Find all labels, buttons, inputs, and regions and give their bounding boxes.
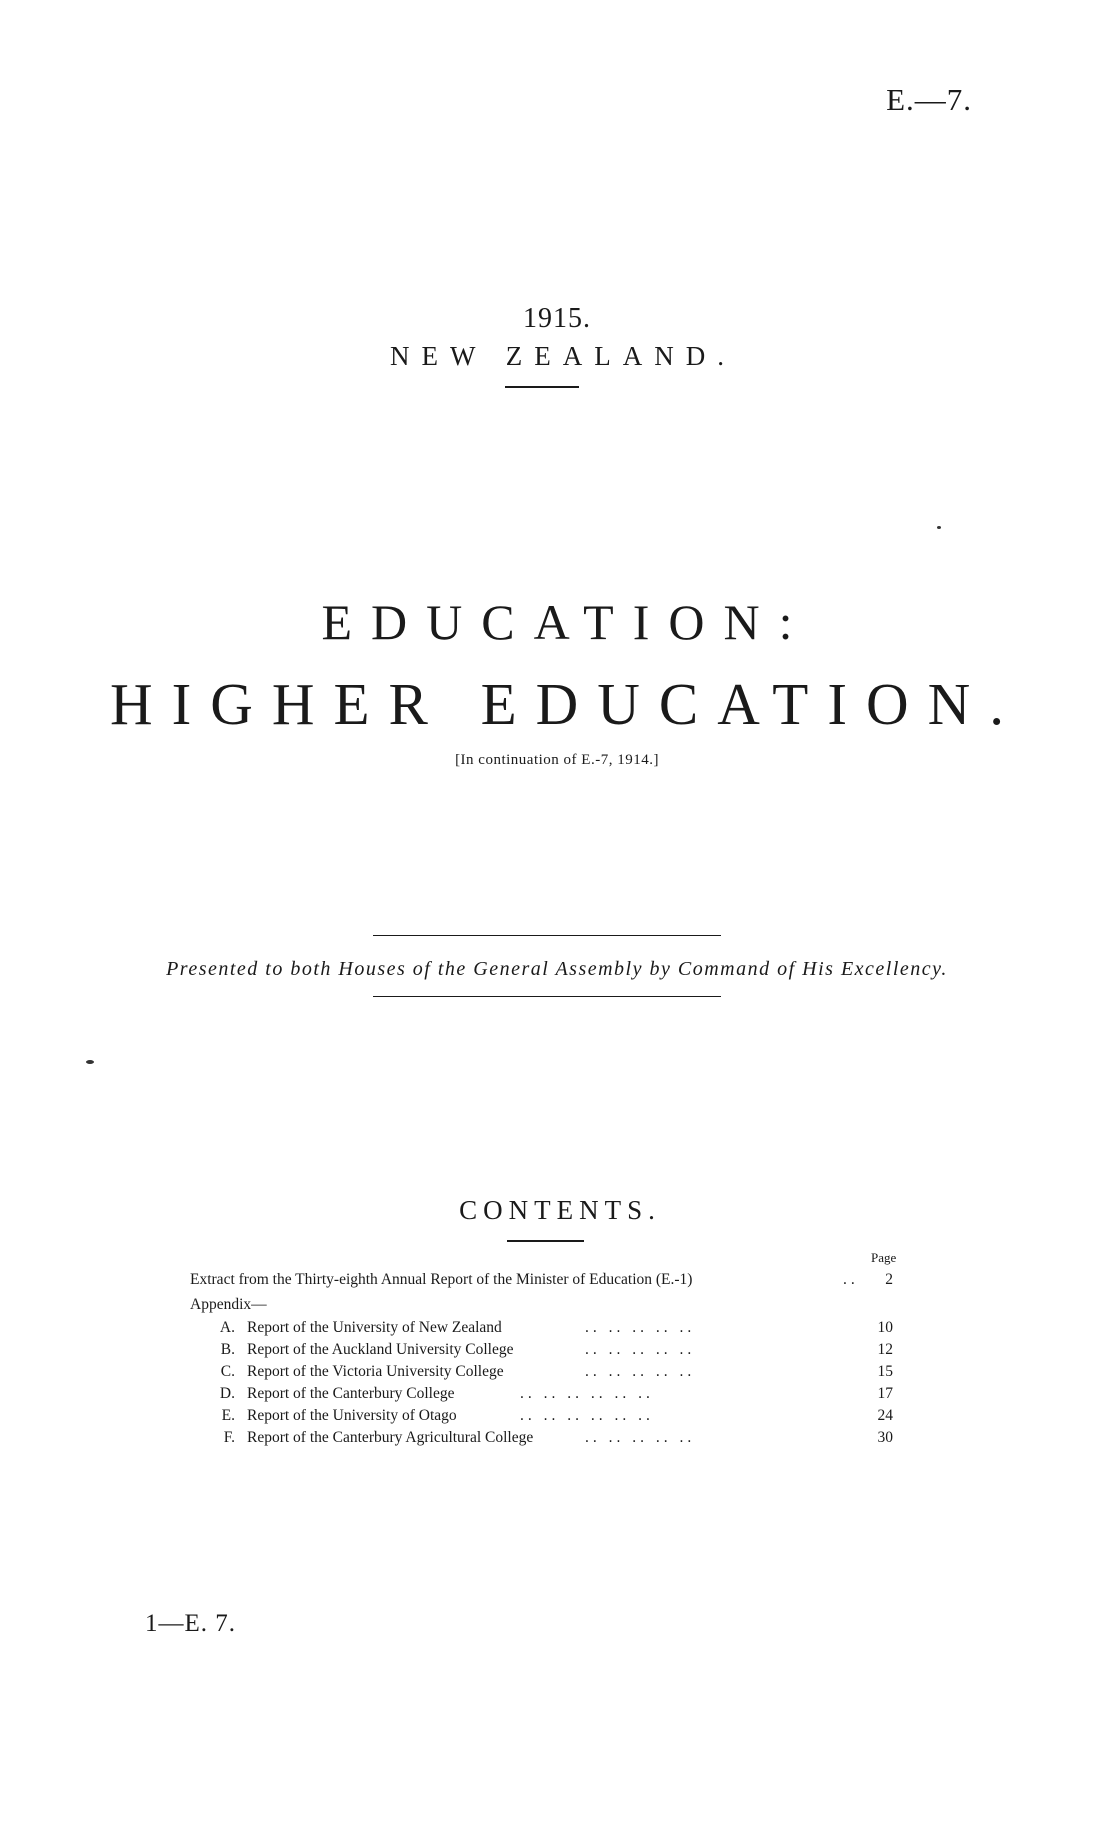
masthead-rule — [505, 386, 579, 388]
document-title: EDUCATION: — [321, 594, 812, 650]
toc-item-page: 10 — [877, 1319, 893, 1336]
toc-item-label: Report of the University of Otago — [247, 1407, 457, 1424]
toc-item-leaders: .. .. .. .. .. — [585, 1429, 696, 1446]
toc-item-leaders: .. .. .. .. .. — [585, 1341, 696, 1358]
toc-item-label: Report of the Victoria University College — [247, 1363, 504, 1380]
document-subtitle: HIGHER EDUCATION. — [110, 671, 1023, 737]
toc-item-leaders: .. .. .. .. .. .. — [520, 1385, 654, 1402]
page-column-label: Page — [871, 1250, 897, 1265]
toc-item-letter: A. — [219, 1319, 235, 1336]
contents-rule — [507, 1240, 584, 1242]
country: NEW ZEALAND. — [390, 341, 736, 371]
presented-rule-top — [373, 935, 721, 936]
toc-item-label: Report of the Canterbury Agricultural College — [247, 1429, 534, 1446]
presented-line: Presented to both Houses of the General Assembly by Command of His Excellency. — [166, 958, 948, 980]
toc-item-page: 30 — [877, 1429, 893, 1446]
toc-item-letter: E. — [221, 1407, 235, 1424]
year: 1915. — [523, 303, 591, 334]
toc-item-page: 24 — [877, 1407, 893, 1424]
print-speck — [86, 1060, 94, 1064]
toc-extract-leaders: .. — [843, 1271, 859, 1288]
toc-item-label: Report of the Auckland University College — [247, 1341, 514, 1358]
toc-extract-label: Extract from the Thirty-eighth Annual Report of the Minister of Education (E.-1) — [190, 1271, 693, 1288]
toc-extract-page: 2 — [885, 1271, 893, 1288]
toc-item-leaders: .. .. .. .. .. — [585, 1363, 696, 1380]
toc-item-page: 15 — [877, 1363, 893, 1380]
toc-item-letter: D. — [219, 1385, 235, 1402]
toc-item-letter: F. — [223, 1429, 235, 1446]
paper-reference: E.—7. — [886, 82, 972, 117]
presented-rule-bottom — [373, 996, 721, 997]
toc-item-leaders: .. .. .. .. .. .. — [520, 1407, 654, 1424]
contents-heading: CONTENTS. — [459, 1195, 661, 1225]
toc-item-leaders: .. .. .. .. .. — [585, 1319, 696, 1336]
toc-item-label: Report of the University of New Zealand — [247, 1319, 502, 1336]
toc-item-label: Report of the Canterbury College — [247, 1385, 455, 1402]
footer-reference: 1—E. 7. — [145, 1610, 237, 1637]
toc-item-letter: B. — [220, 1341, 235, 1358]
continuation-note: [In continuation of E.-7, 1914.] — [455, 752, 659, 768]
print-speck — [937, 526, 941, 529]
toc-appendix-label: Appendix— — [190, 1296, 267, 1313]
toc-item-letter: C. — [220, 1363, 235, 1380]
toc-item-page: 17 — [877, 1385, 893, 1402]
toc-item-page: 12 — [877, 1341, 893, 1358]
